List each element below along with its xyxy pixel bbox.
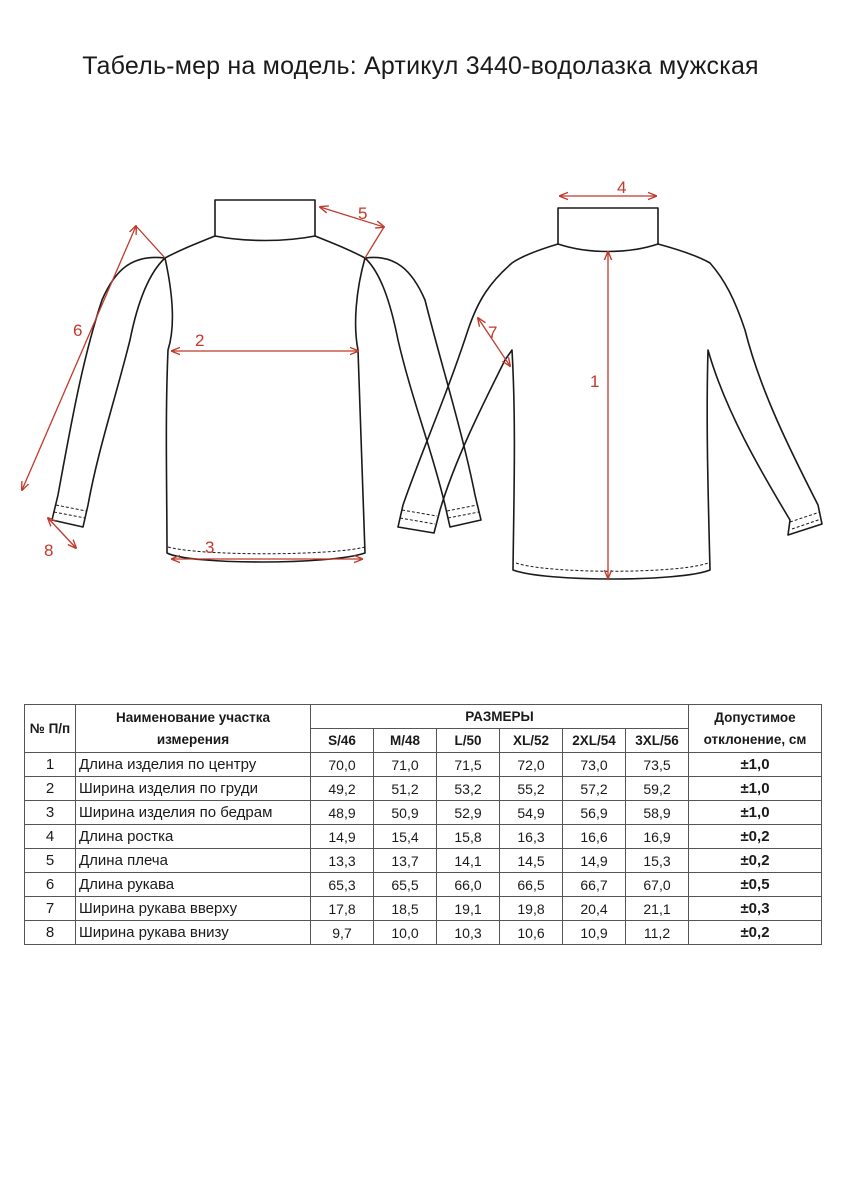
size-value: 21,1 bbox=[626, 897, 689, 921]
size-value: 57,2 bbox=[563, 777, 626, 801]
row-name: Длина рукава bbox=[76, 873, 311, 897]
measure-label-5: 5 bbox=[358, 204, 368, 223]
row-name: Ширина изделия по бедрам bbox=[76, 801, 311, 825]
size-value: 49,2 bbox=[311, 777, 374, 801]
row-number: 2 bbox=[25, 777, 76, 801]
header-size: 3XL/56 bbox=[626, 729, 689, 753]
size-value: 15,8 bbox=[437, 825, 500, 849]
header-size: 2XL/54 bbox=[563, 729, 626, 753]
size-value: 52,9 bbox=[437, 801, 500, 825]
row-number: 3 bbox=[25, 801, 76, 825]
header-size: M/48 bbox=[374, 729, 437, 753]
row-number: 4 bbox=[25, 825, 76, 849]
size-value: 54,9 bbox=[500, 801, 563, 825]
size-value: 10,3 bbox=[437, 921, 500, 945]
size-value: 15,3 bbox=[626, 849, 689, 873]
size-value: 48,9 bbox=[311, 801, 374, 825]
row-number: 7 bbox=[25, 897, 76, 921]
tolerance-value: ±0,5 bbox=[689, 873, 822, 897]
size-value: 14,9 bbox=[311, 825, 374, 849]
size-value: 59,2 bbox=[626, 777, 689, 801]
table-row bbox=[25, 825, 822, 849]
size-value: 73,5 bbox=[626, 753, 689, 777]
size-value: 14,5 bbox=[500, 849, 563, 873]
row-name: Длина изделия по центру bbox=[76, 753, 311, 777]
header-size: S/46 bbox=[311, 729, 374, 753]
header-tolerance: Допустимое отклонение, см bbox=[689, 705, 822, 753]
measure-label-6: 6 bbox=[73, 321, 83, 340]
size-value: 50,9 bbox=[374, 801, 437, 825]
size-value: 11,2 bbox=[626, 921, 689, 945]
tolerance-value: ±0,2 bbox=[689, 825, 822, 849]
size-value: 13,3 bbox=[311, 849, 374, 873]
size-value: 10,9 bbox=[563, 921, 626, 945]
size-value: 70,0 bbox=[311, 753, 374, 777]
size-value: 19,1 bbox=[437, 897, 500, 921]
size-value: 56,9 bbox=[563, 801, 626, 825]
measure-line-6 bbox=[22, 226, 136, 490]
measure-label-1: 1 bbox=[590, 372, 600, 391]
row-number: 6 bbox=[25, 873, 76, 897]
header-size: XL/52 bbox=[500, 729, 563, 753]
size-value: 20,4 bbox=[563, 897, 626, 921]
tolerance-value: ±1,0 bbox=[689, 753, 822, 777]
size-value: 55,2 bbox=[500, 777, 563, 801]
header-num: № П/п bbox=[25, 705, 76, 753]
size-value: 19,8 bbox=[500, 897, 563, 921]
measure-label-4: 4 bbox=[617, 178, 627, 197]
back-view-sketch bbox=[398, 208, 822, 579]
header-size: L/50 bbox=[437, 729, 500, 753]
size-value: 13,7 bbox=[374, 849, 437, 873]
measure-line-5 bbox=[320, 207, 384, 227]
tolerance-value: ±0,2 bbox=[689, 849, 822, 873]
size-value: 17,8 bbox=[311, 897, 374, 921]
size-value: 10,0 bbox=[374, 921, 437, 945]
size-value: 18,5 bbox=[374, 897, 437, 921]
size-value: 66,5 bbox=[500, 873, 563, 897]
size-value: 72,0 bbox=[500, 753, 563, 777]
front-view-sketch bbox=[52, 200, 481, 562]
size-chart-table bbox=[24, 704, 822, 945]
measure-label-8: 8 bbox=[44, 541, 54, 560]
page-title: Табель-мер на модель: Артикул 3440-водолазка мужская bbox=[82, 52, 759, 80]
table-row bbox=[25, 849, 822, 873]
row-name: Ширина изделия по груди bbox=[76, 777, 311, 801]
row-name: Ширина рукава вверху bbox=[76, 897, 311, 921]
table-row bbox=[25, 753, 822, 777]
measure-label-3: 3 bbox=[205, 538, 215, 557]
tolerance-value: ±1,0 bbox=[689, 801, 822, 825]
measure-label-7: 7 bbox=[488, 323, 498, 342]
size-value: 14,1 bbox=[437, 849, 500, 873]
measure-label-2: 2 bbox=[195, 331, 205, 350]
size-value: 9,7 bbox=[311, 921, 374, 945]
row-number: 5 bbox=[25, 849, 76, 873]
size-value: 51,2 bbox=[374, 777, 437, 801]
row-name: Длина плеча bbox=[76, 849, 311, 873]
row-name: Длина ростка bbox=[76, 825, 311, 849]
size-value: 14,9 bbox=[563, 849, 626, 873]
table-row bbox=[25, 897, 822, 921]
size-value: 66,0 bbox=[437, 873, 500, 897]
header-name: Наименование участка измерения bbox=[76, 705, 311, 753]
table-row bbox=[25, 801, 822, 825]
row-number: 1 bbox=[25, 753, 76, 777]
header-sizes-group: РАЗМЕРЫ bbox=[311, 705, 689, 729]
table-row bbox=[25, 873, 822, 897]
size-value: 73,0 bbox=[563, 753, 626, 777]
size-value: 65,5 bbox=[374, 873, 437, 897]
size-value: 58,9 bbox=[626, 801, 689, 825]
table-body bbox=[25, 753, 822, 945]
tolerance-value: ±0,2 bbox=[689, 921, 822, 945]
table-row bbox=[25, 921, 822, 945]
size-value: 71,0 bbox=[374, 753, 437, 777]
size-value: 16,3 bbox=[500, 825, 563, 849]
size-value: 65,3 bbox=[311, 873, 374, 897]
size-value: 10,6 bbox=[500, 921, 563, 945]
tolerance-value: ±1,0 bbox=[689, 777, 822, 801]
size-value: 16,6 bbox=[563, 825, 626, 849]
size-value: 66,7 bbox=[563, 873, 626, 897]
size-value: 67,0 bbox=[626, 873, 689, 897]
size-value: 53,2 bbox=[437, 777, 500, 801]
table-row bbox=[25, 777, 822, 801]
size-value: 71,5 bbox=[437, 753, 500, 777]
row-name: Ширина рукава внизу bbox=[76, 921, 311, 945]
tolerance-value: ±0,3 bbox=[689, 897, 822, 921]
size-value: 15,4 bbox=[374, 825, 437, 849]
size-value: 16,9 bbox=[626, 825, 689, 849]
row-number: 8 bbox=[25, 921, 76, 945]
